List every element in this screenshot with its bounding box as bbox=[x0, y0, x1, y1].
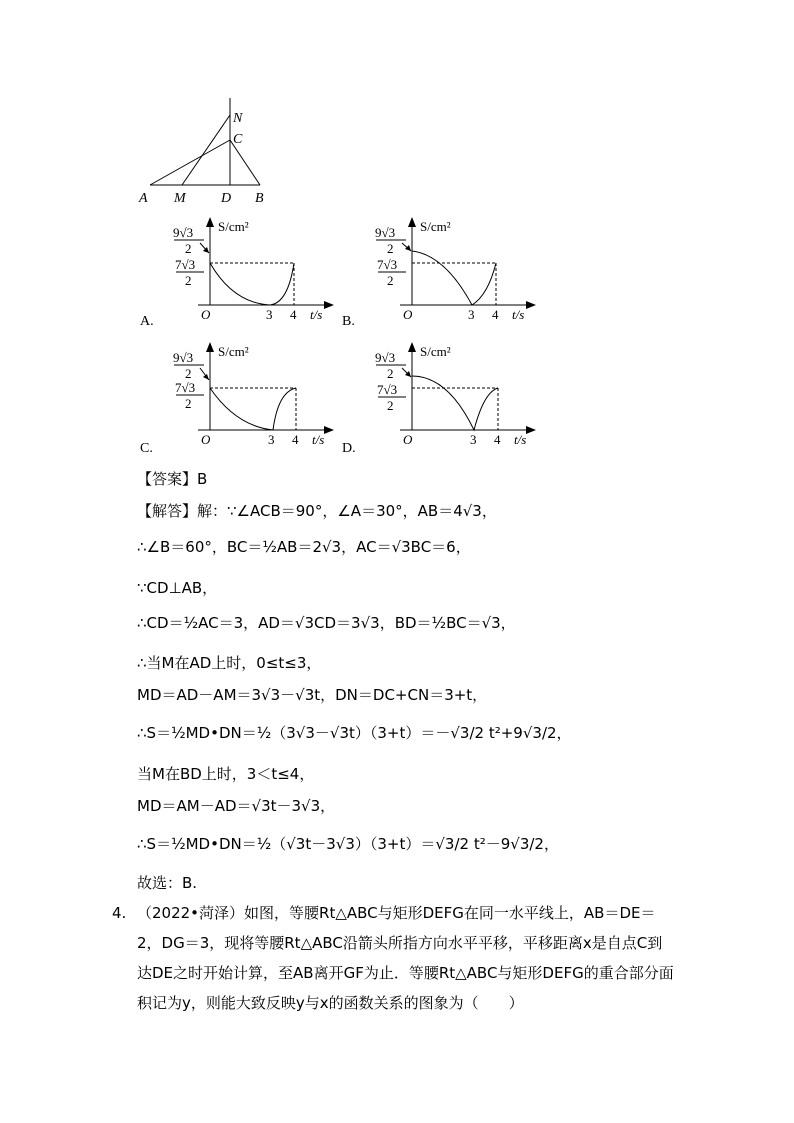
y-top-den: 2 bbox=[185, 366, 192, 381]
option-label: C. bbox=[140, 441, 153, 456]
origin-label: O bbox=[403, 432, 413, 447]
solution-line-6 bbox=[137, 684, 487, 705]
y-mid-num: 7√3 bbox=[377, 257, 398, 272]
solution-line-2 bbox=[137, 536, 471, 557]
y-top-den: 2 bbox=[185, 241, 192, 256]
solution-line-10 bbox=[137, 833, 559, 854]
x-tick-4: 4 bbox=[492, 307, 499, 322]
solution-text-2: ∴∠B＝60°，BC＝½AB＝2√3，AC＝√3BC＝6， bbox=[137, 538, 471, 556]
answer-label: 【答案】 bbox=[137, 470, 198, 488]
label-a: A bbox=[139, 191, 148, 206]
solution-text-3: ∵CD⊥AB， bbox=[137, 579, 218, 597]
solution-line-11 bbox=[137, 872, 197, 893]
solution-line-5 bbox=[137, 652, 321, 673]
solution-label: 【解答】 bbox=[137, 502, 198, 520]
x-tick-4: 4 bbox=[494, 432, 501, 447]
option-graph-b bbox=[340, 215, 545, 333]
label-m: M bbox=[174, 191, 186, 206]
triangle-figure bbox=[130, 95, 280, 210]
solution-text-7: ∴S＝½MD•DN＝½（3√3－√3t）（3+t）＝－√3/2 t²+9√3/2， bbox=[137, 724, 572, 742]
x-unit: t/s bbox=[312, 432, 325, 447]
solution-line-9 bbox=[137, 795, 335, 816]
solution-line-7 bbox=[137, 722, 572, 743]
y-mid-num: 7√3 bbox=[175, 380, 196, 395]
y-unit: S/cm² bbox=[420, 219, 451, 234]
y-mid-num: 7√3 bbox=[175, 257, 196, 272]
option-label: B. bbox=[342, 314, 355, 329]
y-mid-den: 2 bbox=[387, 273, 394, 288]
y-top-den: 2 bbox=[387, 366, 394, 381]
origin-label: O bbox=[201, 307, 211, 322]
x-tick-3: 3 bbox=[266, 307, 273, 322]
x-tick-3: 3 bbox=[268, 432, 275, 447]
x-tick-3: 3 bbox=[468, 307, 475, 322]
solution-text-4: ∴CD＝½AC＝3，AD＝√3CD＝3√3，BD＝½BC＝√3， bbox=[137, 614, 516, 632]
answer-line bbox=[137, 468, 207, 489]
option-label: D. bbox=[342, 441, 356, 456]
option-graph-d bbox=[340, 340, 545, 458]
option-graph-a bbox=[138, 215, 343, 333]
y-top-num: 9√3 bbox=[173, 225, 194, 240]
x-unit: t/s bbox=[512, 307, 525, 322]
label-c: C bbox=[233, 132, 243, 147]
y-unit: S/cm² bbox=[218, 344, 249, 359]
y-top-num: 9√3 bbox=[173, 350, 194, 365]
y-mid-den: 2 bbox=[387, 398, 394, 413]
solution-text-11: 故选：B. bbox=[137, 874, 198, 892]
y-mid-den: 2 bbox=[185, 273, 192, 288]
solution-line-3 bbox=[137, 577, 217, 598]
solution-line-4 bbox=[137, 612, 516, 633]
y-mid-num: 7√3 bbox=[377, 382, 398, 397]
y-unit: S/cm² bbox=[420, 344, 451, 359]
x-unit: t/s bbox=[310, 307, 323, 322]
y-mid-den: 2 bbox=[185, 396, 192, 411]
x-tick-4: 4 bbox=[292, 432, 299, 447]
solution-text-1: 解：∵∠ACB＝90°，∠A＝30°，AB＝4√3， bbox=[197, 502, 497, 520]
solution-text-6: MD＝AD－AM＝3√3－√3t，DN＝DC+CN＝3+t， bbox=[137, 686, 488, 704]
origin-label: O bbox=[403, 307, 413, 322]
label-d: D bbox=[221, 191, 232, 206]
solution-text-5: ∴当M在AD上时，0≤t≤3， bbox=[137, 654, 322, 672]
y-unit: S/cm² bbox=[218, 219, 249, 234]
y-top-den: 2 bbox=[387, 241, 394, 256]
solution-text-8: 当M在BD上时，3＜t≤4， bbox=[137, 765, 315, 783]
solution-line-8 bbox=[137, 763, 314, 784]
answer-value: B bbox=[197, 470, 208, 488]
x-tick-3: 3 bbox=[470, 432, 477, 447]
solution-line-1 bbox=[137, 500, 497, 521]
y-top-num: 9√3 bbox=[375, 225, 396, 240]
option-graph-c bbox=[138, 340, 343, 458]
y-top-num: 9√3 bbox=[375, 350, 396, 365]
label-n: N bbox=[233, 111, 243, 126]
option-label: A. bbox=[140, 314, 154, 329]
origin-label: O bbox=[201, 432, 211, 447]
x-unit: t/s bbox=[514, 432, 527, 447]
solution-text-10: ∴S＝½MD•DN＝½（√3t－3√3）（3+t）＝√3/2 t²－9√3/2， bbox=[137, 835, 559, 853]
solution-text-9: MD＝AM－AD＝√3t－3√3， bbox=[137, 797, 336, 815]
label-b: B bbox=[255, 191, 264, 206]
x-tick-4: 4 bbox=[290, 307, 297, 322]
question-4-number: 4. bbox=[112, 904, 127, 922]
question-4-text: （2022•菏泽）如图，等腰Rt△ABC与矩形DEFG在同一水平线上，AB＝DE＝2，DG＝3，现将等腰Rt△ABC沿箭头所指方向水平平移，平移距离x是自点C到达DE之时开始计算，至AB离开GF为止．等腰Rt△ABC与矩形DEFG的重合部分面积记为y，则能大致反映y与x的函数关系的图象为（ ） bbox=[137, 904, 674, 1012]
